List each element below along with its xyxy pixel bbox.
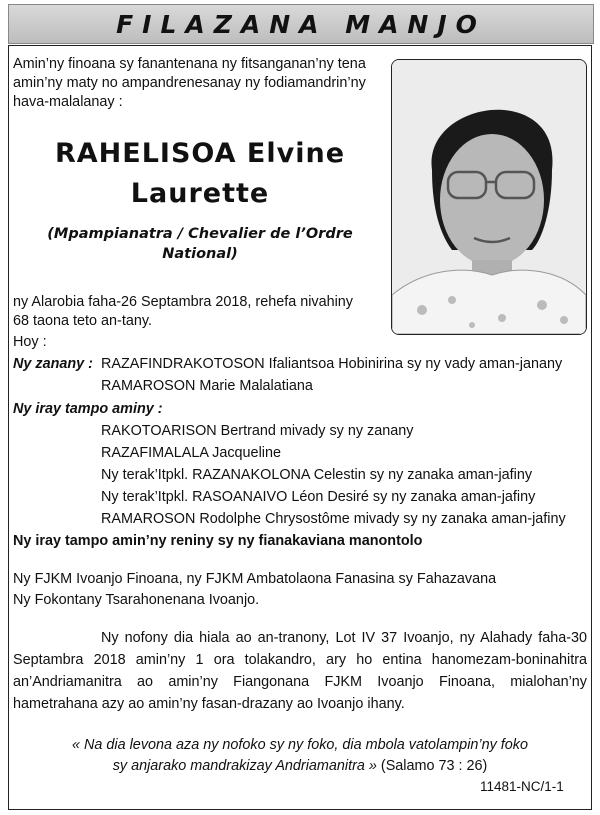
siblings-label: Ny iray tampo aminy : (13, 401, 163, 417)
quote-line-2 (13, 756, 587, 777)
quote-reference: (Salamo 73 : 26) (380, 758, 488, 774)
death-line-2: 68 taona teto an-tany. (13, 313, 152, 329)
sibling-line-4: Ny terak’Itpkl. RASOANAIVO Léon Desiré sy ny zanaka aman-jafiny (101, 489, 536, 505)
deceased-name-line-1: RAHELISOA Elvine (54, 138, 346, 169)
sibling-line-1: RAKOTOARISON Bertrand mivady sy ny zanany (101, 423, 414, 439)
mother-side-family: Ny iray tampo amin’ny reniny sy ny fianakaviana manontolo (13, 533, 423, 549)
funeral-paragraph: Ny nofony dia hiala ao an-tranony, Lot IV 37 Ivoanjo, ny Alahady faha-30 Septambra 2018 amin’ny 1 ora tolakandro, ary ho entina hanomezam-boninahitra an’Andriamanitra ao amin’ny Fiangonana FJKM Ivoanjo Finoana, mialohan’ny hametrahana azy ao amin’ny fasan-drazany ao Ivoanjo ihany. (13, 630, 587, 712)
intro-line-3: hava-malalanay : (13, 94, 123, 110)
children-label: Ny zanany : (13, 356, 93, 372)
sibling-line-5: RAMAROSON Rodolphe Chrysostôme mivady sy ny zanaka aman-jafiny (101, 511, 566, 527)
sibling-line-2: RAZAFIMALALA Jacqueline (101, 445, 281, 461)
deceased-title-line-1: (Mpampianatra / Chevalier de l’Ordre (47, 226, 353, 242)
church-line-1: Ny FJKM Ivoanjo Finoana, ny FJKM Ambatolaona Fanasina sy Fahazavana (13, 571, 497, 587)
portrait-photo (391, 59, 587, 335)
header-banner (8, 4, 594, 44)
intro-line-1: Amin’ny finoana sy fanantenana ny fitsanganan’ny tena (13, 56, 366, 72)
children-line-2: RAMAROSON Marie Malalatiana (101, 378, 313, 394)
children-line-1: RAZAFINDRAKOTOSON Ifaliantsoa Hobinirina sy ny vady aman-janany (101, 356, 563, 372)
hoy-label: Hoy : (13, 334, 47, 350)
header-title: FILAZANA MANJO (116, 9, 486, 39)
church-line-2: Ny Fokontany Tsarahonenana Ivoanjo. (13, 592, 260, 608)
deceased-name-line-2: Laurette (130, 178, 270, 209)
intro-line-2: amin’ny maty no ampandrenesanay ny fodiamandrin’ny (13, 75, 366, 91)
sibling-line-3: Ny terak’Itpkl. RAZANAKOLONA Celestin sy ny zanaka aman-jafiny (101, 467, 533, 483)
deceased-title-line-2: National) (162, 246, 238, 262)
quote-text: sy anjarako mandrakizay Andriamanitra » (112, 758, 377, 774)
quote-line-1: « Na dia levona aza ny nofoko sy ny foko, dia mbola vatolampin’ny foko (72, 737, 528, 753)
death-line-1: ny Alarobia faha-26 Septambra 2018, rehefa nivahiny (13, 294, 354, 310)
reference-code: 11481-NC/1-1 (480, 779, 564, 794)
